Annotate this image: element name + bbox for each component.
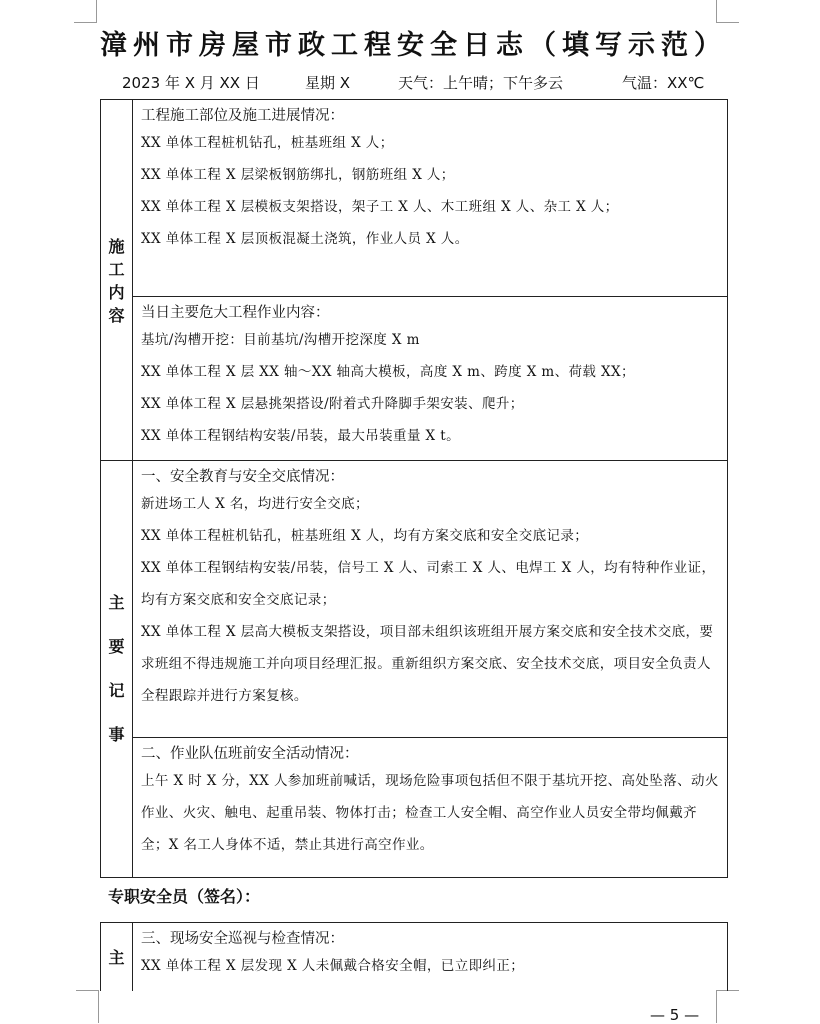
- page-number: — 5 —: [650, 1006, 700, 1024]
- record-line: XX 单体工程桩机钻孔，桩基班组 X 人，均有方案交底和安全交底记录；: [141, 528, 589, 544]
- record-line: XX 单体工程 X 层发现 X 人未佩戴合格安全帽，已立即纠正；: [141, 958, 525, 974]
- record-line: XX 单体工程钢结构安装/吊装，最大吊装重量 X t。: [141, 428, 460, 444]
- crop-mark-bottom-left: [76, 990, 99, 1023]
- log-meta-row: [0, 72, 820, 94]
- section-heading: 当日主要危大工程作业内容：: [141, 305, 330, 321]
- record-line: XX 单体工程 X 层梁板钢筋绑扎，钢筋班组 X 人；: [141, 167, 455, 183]
- cell-construction-progress: [133, 100, 728, 297]
- section-heading: 一、安全教育与安全交底情况：: [141, 469, 344, 485]
- log-weather: 天气：上午晴；下午多云: [398, 74, 564, 92]
- cell-site-inspection: [133, 923, 728, 991]
- record-line: 基坑/沟槽开挖：目前基坑/沟槽开挖深度 X m: [141, 332, 420, 348]
- record-line: XX 单体工程桩机钻孔，桩基班组 X 人；: [141, 135, 394, 151]
- log-date: 2023 年 X 月 XX 日: [122, 74, 260, 92]
- record-paragraph: 上午 X 时 X 分，XX 人参加班前喊话，现场危险事项包括但不限于基坑开挖、高处坠落、动火作业、火灾、触电、起重吊装、物体打击；检查工人安全帽、高空作业人员安全带均佩戴齐全；X 名工人身体不适，禁止其进行高空作业。: [141, 773, 719, 853]
- record-line: XX 单体工程 X 层顶板混凝土浇筑，作业人员 X 人。: [141, 231, 469, 247]
- crop-mark-top-right: [716, 0, 739, 23]
- cell-team-activities: [133, 738, 728, 878]
- section-heading: 三、现场安全巡视与检查情况：: [141, 931, 344, 947]
- cell-safety-education: [133, 461, 728, 738]
- safety-log-table-continued: [100, 922, 728, 991]
- side-label-records-continued: 主: [101, 923, 133, 991]
- section-heading: 二、作业队伍班前安全活动情况：: [141, 746, 359, 762]
- crop-mark-bottom-right: [716, 990, 739, 1023]
- safety-log-table: [100, 99, 728, 878]
- document-title: 漳州市房屋市政工程安全日志（填写示范）: [100, 30, 727, 61]
- record-line: XX 单体工程 X 层模板支架搭设，架子工 X 人、木工班组 X 人、杂工 X 人；: [141, 199, 619, 215]
- crop-mark-top-left: [74, 0, 97, 23]
- side-label-records: 主要记事: [101, 461, 133, 878]
- side-label-construction: 施工内容: [101, 100, 133, 461]
- record-line: 新进场工人 X 名，均进行安全交底；: [141, 496, 369, 512]
- record-paragraph: XX 单体工程 X 层高大模板支架搭设，项目部未组织该班组开展方案交底和安全技术交底，要求班组不得违规施工并向项目经理汇报。重新组织方案交底、安全技术交底，项目安全负责人全程跟踪并进行方案复核。: [141, 624, 714, 704]
- log-weekday: 星期 X: [305, 74, 351, 92]
- safety-officer-signature: 专职安全员（签名）：: [108, 887, 261, 906]
- section-heading: 工程施工部位及施工进展情况：: [141, 108, 344, 124]
- log-temperature: 气温：XX℃: [622, 74, 705, 92]
- cell-hazard-works: [133, 297, 728, 461]
- record-line: XX 单体工程 X 层 XX 轴～XX 轴高大模板，高度 X m、跨度 X m、荷载 XX；: [141, 364, 635, 380]
- record-line: XX 单体工程 X 层悬挑架搭设/附着式升降脚手架安装、爬升；: [141, 396, 524, 412]
- record-paragraph: XX 单体工程钢结构安装/吊装，信号工 X 人、司索工 X 人、电焊工 X 人，均有特种作业证，均有方案交底和安全交底记录；: [141, 560, 716, 608]
